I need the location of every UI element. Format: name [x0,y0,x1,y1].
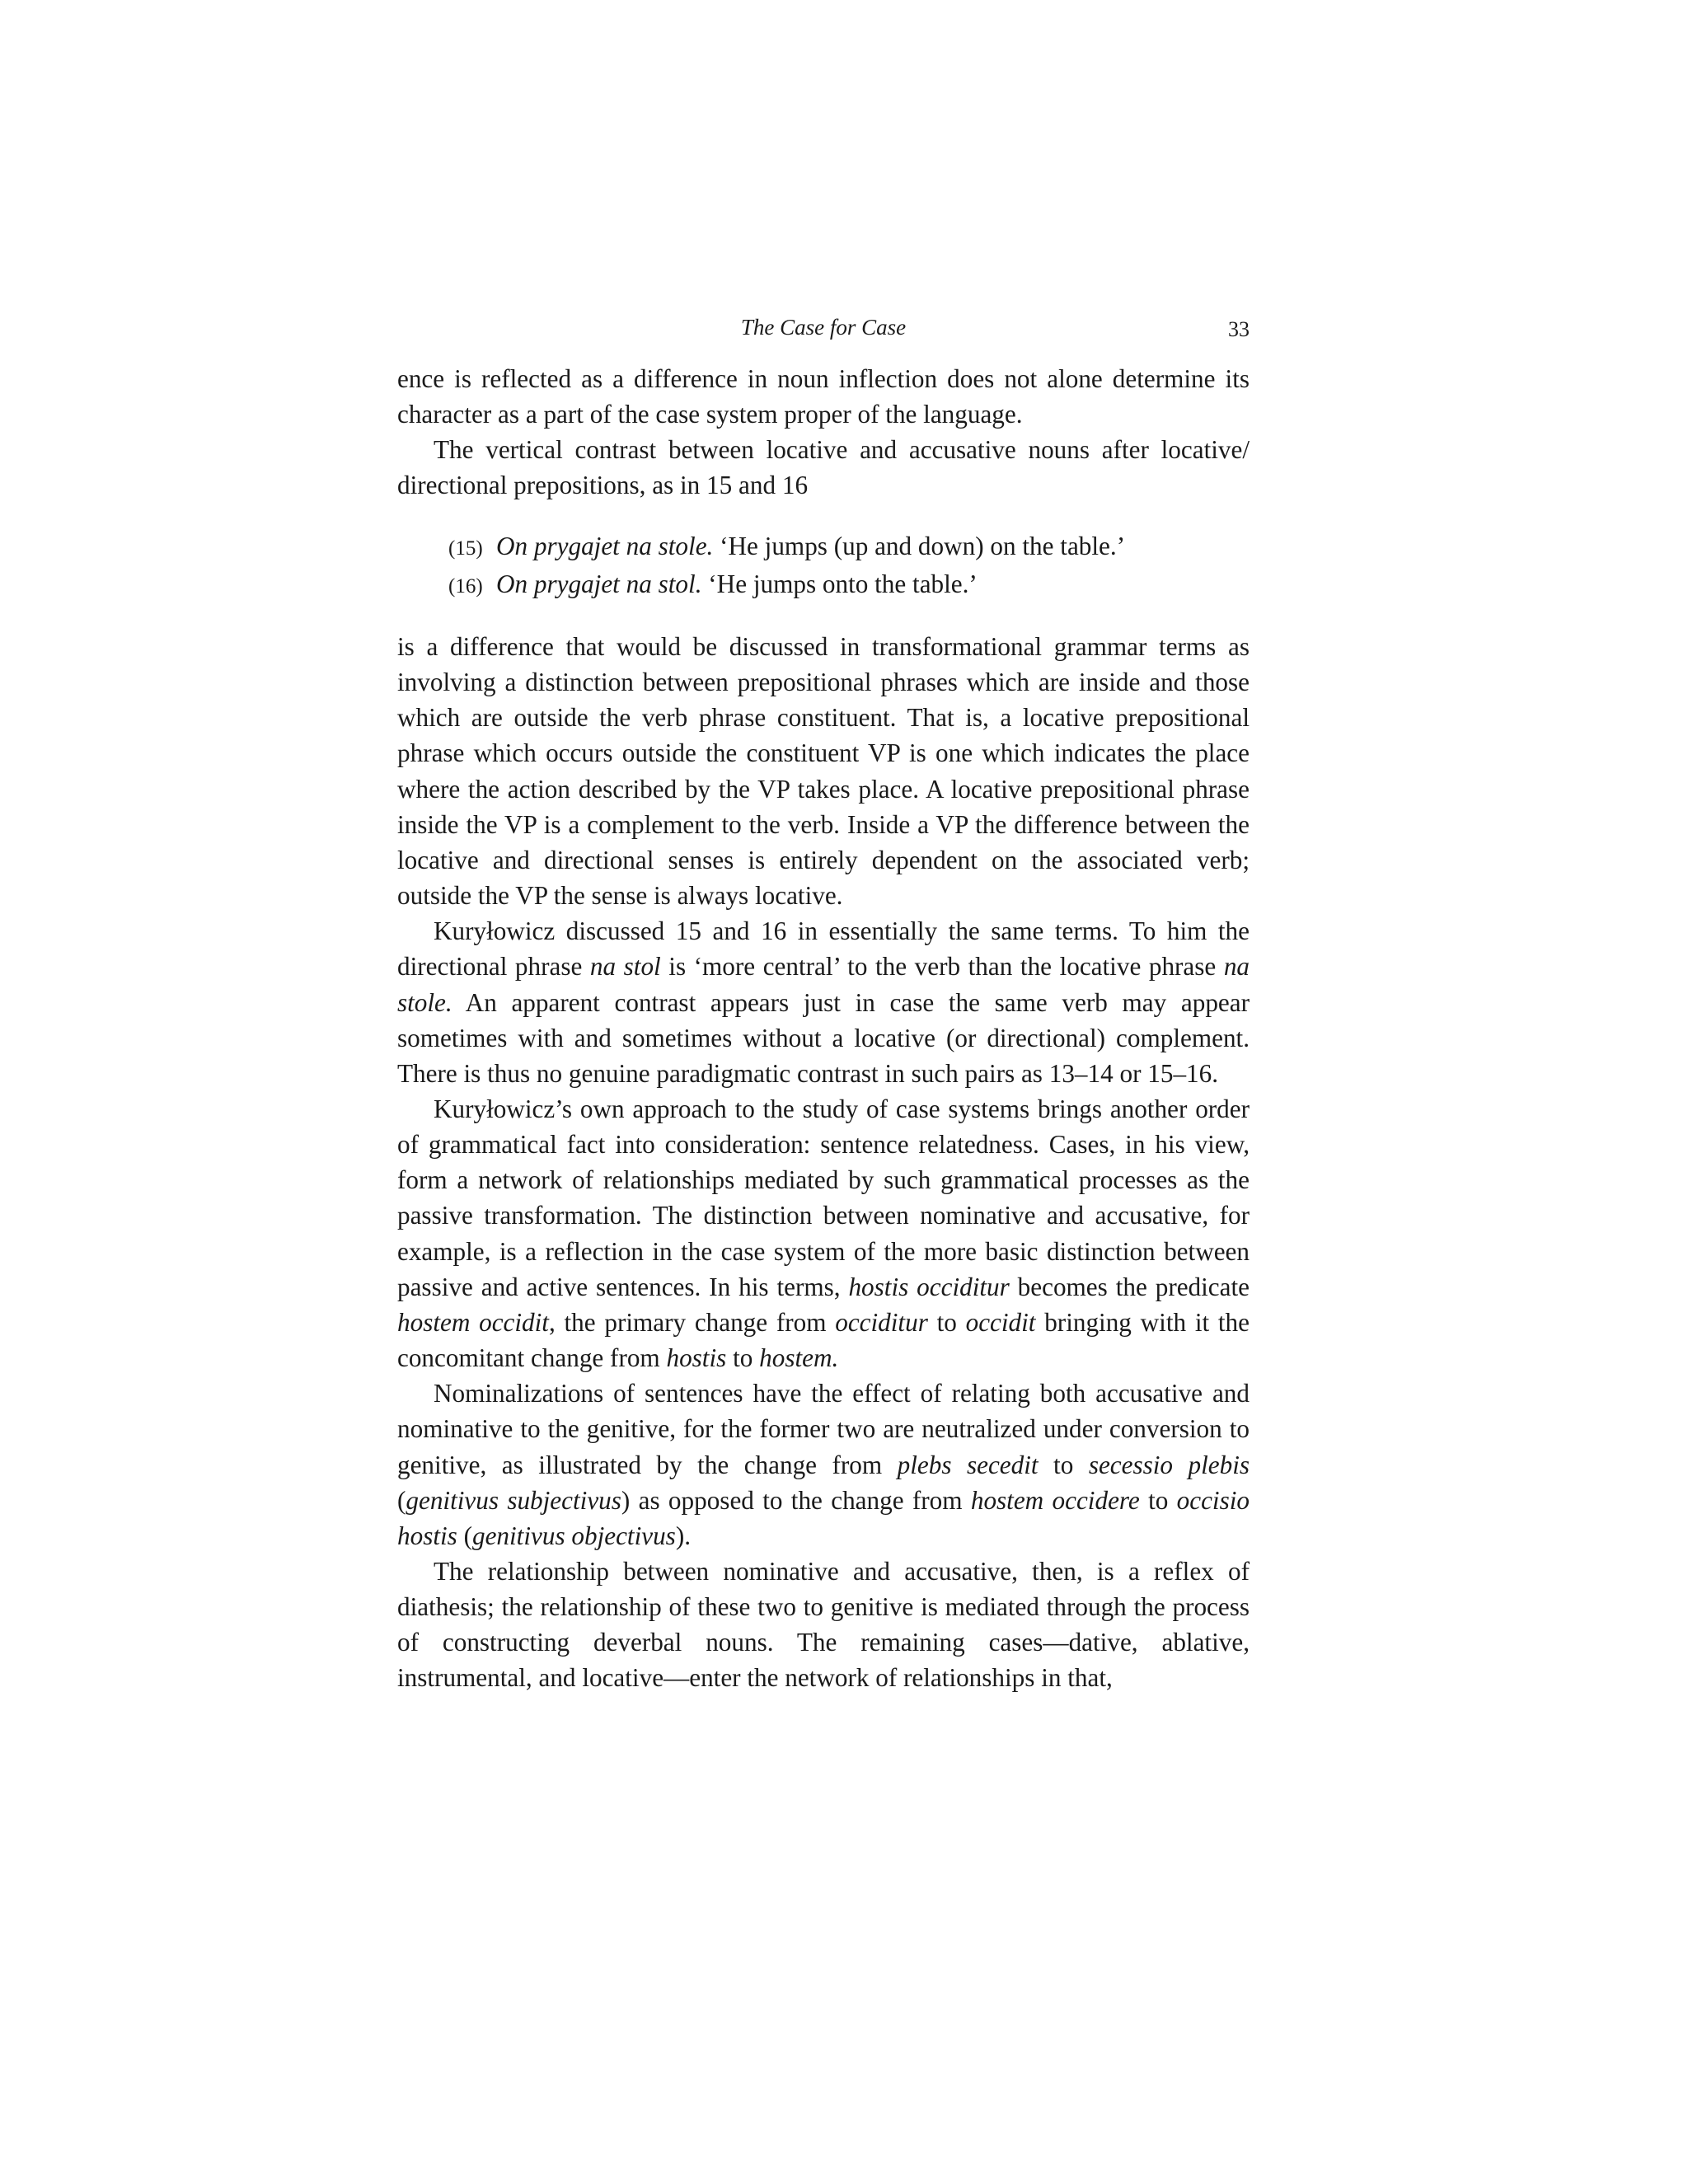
italic-run: occiditur [835,1307,928,1337]
text-run: The vertical contrast between locative and accusative nouns after locative/ directional prepositions, as in 15 and 16 [397,435,1250,500]
text-run: becomes the predicate [1009,1272,1250,1301]
example-gloss: ‘He jumps onto the table.’ [708,569,978,598]
example-number: (16) [448,574,483,598]
text-run: to [1038,1450,1089,1479]
paragraph [397,432,1250,503]
text-run: Nominalizations of sentences have the effect of relating both accusative and nominative to the genitive, for the former two are neutralized under conversion to genitive, as illustrated by the change from [397,1379,1250,1479]
text-run: ence is reflected as a difference in noun inflection does not alone determine its character as a part of the case system proper of the language. [397,364,1250,429]
text-run: An apparent contrast appears just in case the same verb may appear sometimes with and sometimes without a locative (or directional) complement. There is thus no genuine paradigmatic contrast in such pairs as 13–14 or 15–16. [397,987,1250,1088]
text-run: to [726,1343,760,1373]
italic-run: na stole. [397,952,1250,1017]
italic-run: occidit [965,1307,1036,1337]
italic-run: plebs secedit [897,1450,1039,1479]
text-run: The relationship between nominative and accusative, then, is a reflex of diathesis; the relationship of these two to genitive is mediated through the process of constructing deverbal nouns. The remaining cases—dative, ablative, instrumental, and locative—enter the network of relationships in that, [397,1557,1250,1693]
page-header [397,307,1250,348]
text-run: ). [675,1521,692,1550]
paragraph [397,629,1250,913]
text-run: is a difference that would be discussed in transformational grammar terms as involving a distinction between prepositional phrases which are inside and those which are outside the verb phrase constituent. That is, a locative prepositional phrase which occurs outside the constituent VP is one which indicates the place where the action described by the VP takes place. A locative prepositional phrase inside the VP is a complement to the verb. Inside a VP the difference between the locative and directional senses is entirely dependent on the associated verb; outside the VP the sense is always locative. [397,631,1250,911]
italic-run: na stol [589,952,661,982]
italic-run: hostis [666,1343,727,1373]
text-run: to [1139,1485,1177,1515]
example-number: (15) [448,537,483,560]
text-run: , the primary change from [548,1307,836,1337]
italic-run: secessio plebis [1088,1450,1250,1479]
italic-run: occisio hostis [397,1485,1250,1550]
text-run: Kuryłowicz discussed 15 and 16 in essentially the same terms. To him the directional phrase [397,916,1250,982]
italic-run: hostis occiditur [848,1272,1010,1301]
running-title: The Case for Case [740,315,907,340]
text-run: ( [397,1485,406,1515]
text-run: is ‘more central’ to the verb than the locative phrase [660,952,1224,982]
italic-run: genitivus objectivus [471,1521,676,1550]
example-gloss: ‘He jumps (up and down) on the table.’ [720,531,1126,560]
paragraph [397,1091,1250,1376]
body-text [397,361,1250,1696]
italic-run: genitivus subjectivus [406,1485,621,1515]
paragraph [397,1376,1250,1554]
example-list [448,528,1250,604]
example-sentence: On prygajet na stol. [496,569,702,598]
example-sentence: On prygajet na stole. [496,531,714,560]
text-run: ) as opposed to the change from [621,1485,971,1515]
text-run: bringing with it the concomitant change from [397,1307,1250,1373]
italic-run: hostem. [759,1343,839,1373]
text-run: ( [457,1521,472,1550]
text-run: Kuryłowicz’s own approach to the study of case systems brings another order of grammatical fact into consideration: sentence relatedness. Cases, in his view, form a network of relationships mediated by such grammatical processes as the passive transformation. The distinction between nominative and accusative, for example, is a reflection in the case system of the more basic distinction between passive and active sentences. In his terms, [397,1094,1250,1301]
example-15 [448,528,1250,566]
example-16 [448,566,1250,604]
paragraph [397,361,1250,432]
text-run: to [927,1307,966,1337]
page-number: 33 [1228,317,1250,341]
paragraph [397,913,1250,1091]
italic-run: hostem occidere [970,1485,1140,1515]
italic-run: hostem occidit [397,1307,549,1337]
paragraph [397,1554,1250,1696]
